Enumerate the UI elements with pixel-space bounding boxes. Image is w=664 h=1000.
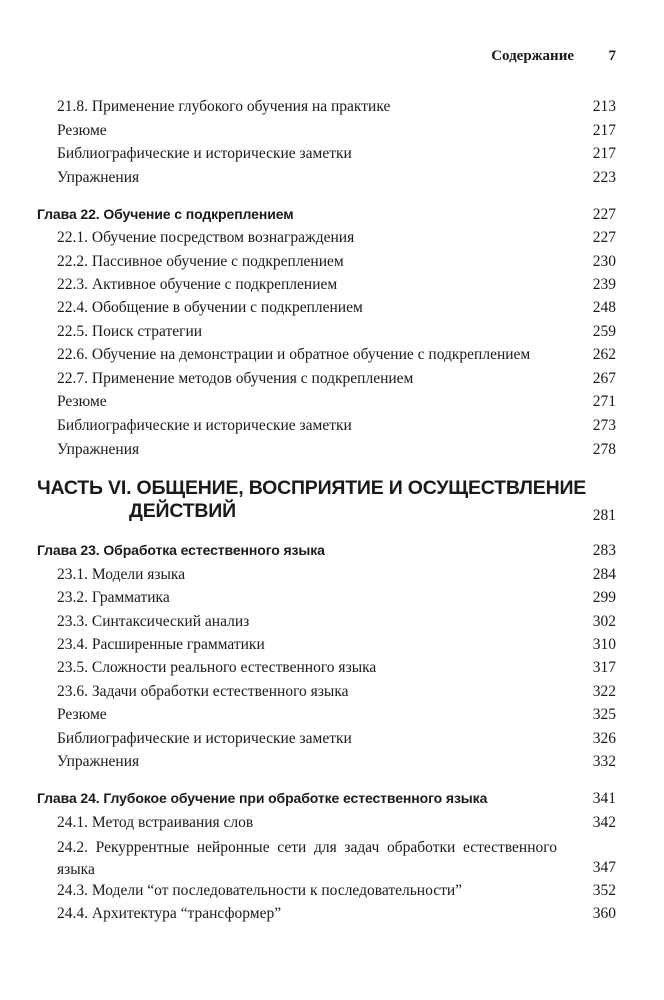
toc-entry-page: 281 [592, 507, 616, 524]
toc-entry-label: 22.1. Обучение посредством вознаграждения [57, 229, 355, 246]
toc-entry-page: 230 [592, 253, 616, 270]
toc-entry [0, 253, 664, 275]
toc-part-title-cont: ДЕЙСТВИЙ [129, 500, 236, 522]
toc-entry [0, 323, 664, 345]
toc-entry-label: 23.3. Синтаксический анализ [57, 613, 250, 630]
toc-entry-page: 278 [592, 441, 616, 458]
toc-entry-label: 24.2. Рекуррентные нейронные сети для задач обработки естественного языка [57, 839, 557, 878]
toc-entry-page: 317 [592, 659, 616, 676]
toc-chapter-label: Глава 23. Обработка естественного языка [37, 542, 325, 558]
toc-chapter [0, 206, 664, 228]
toc-entry-page: 325 [592, 706, 616, 723]
toc-entry-label: 22.2. Пассивное обучение с подкреплением [57, 253, 344, 270]
toc-chapter-label: Глава 22. Обучение с подкреплением [37, 206, 294, 222]
toc-entry-label: Библиографические и исторические заметки [57, 730, 352, 747]
toc-entry-label: 22.6. Обучение на демонстрации и обратное обучение с подкреплением [57, 346, 531, 363]
toc-entry-label: Упражнения [57, 441, 140, 458]
toc-entry [0, 122, 664, 144]
toc-entry [0, 882, 664, 904]
toc-entry [0, 276, 664, 298]
toc-entry-page: 332 [592, 753, 616, 770]
toc-entry-label: 24.4. Архитектура “трансформер” [57, 905, 282, 922]
header-title: Содержание [491, 48, 574, 64]
toc-entry-page: 262 [592, 346, 616, 363]
toc-part [37, 477, 627, 525]
toc-entry [0, 566, 664, 588]
toc-entry [0, 613, 664, 635]
toc-entry-label: 23.4. Расширенные грамматики [57, 636, 265, 653]
toc-entry-label: 23.1. Модели языка [57, 566, 186, 583]
toc-entry-label: Резюме [57, 122, 107, 139]
toc-entry [0, 441, 664, 463]
toc-entry [0, 589, 664, 611]
toc-entry-page: 326 [592, 730, 616, 747]
toc-entry-page: 213 [592, 98, 616, 115]
running-header [0, 48, 664, 68]
toc-entry-page: 347 [592, 859, 616, 876]
toc-entry-page: 310 [592, 636, 616, 653]
toc-entry [0, 299, 664, 321]
toc-entry [0, 905, 664, 927]
toc-entry [0, 417, 664, 439]
toc-entry-label: 23.2. Грамматика [57, 589, 170, 606]
toc-entry-label: 21.8. Применение глубокого обучения на практике [57, 98, 391, 115]
toc-entry [0, 98, 664, 120]
header-page-number: 7 [608, 48, 616, 64]
toc-entry-label: Упражнения [57, 169, 140, 186]
toc-entry-page: 322 [592, 683, 616, 700]
toc-entry [0, 370, 664, 392]
toc-entry-label: 22.4. Обобщение в обучении с подкреплением [57, 299, 363, 316]
toc-entry-label: 22.7. Применение методов обучения с подкреплением [57, 370, 414, 387]
toc-entry-page: 267 [592, 370, 616, 387]
toc-entry-label: 22.5. Поиск стратегии [57, 323, 203, 340]
toc-entry-label: Резюме [57, 393, 107, 410]
toc-entry-label: 23.5. Сложности реального естественного языка [57, 659, 377, 676]
toc-entry-page: 360 [592, 905, 616, 922]
toc-chapter-label: Глава 24. Глубокое обучение при обработке естественного языка [37, 790, 488, 806]
toc-entry-page: 342 [592, 814, 616, 831]
toc-entry-label: Упражнения [57, 753, 140, 770]
toc-entry [0, 706, 664, 728]
toc-entry-page: 299 [592, 589, 616, 606]
toc-entry-page: 271 [592, 393, 616, 410]
toc-entry [0, 346, 664, 368]
toc-part-title: ЧАСТЬ VI. ОБЩЕНИЕ, ВОСПРИЯТИЕ И ОСУЩЕСТВЛЕНИЕ [37, 477, 587, 499]
toc-entry-page: 248 [592, 299, 616, 316]
toc-entry-label: 23.6. Задачи обработки естественного языка [57, 683, 349, 700]
toc-entry-label: Библиографические и исторические заметки [57, 145, 352, 162]
toc-entry-label: Резюме [57, 706, 107, 723]
toc-entry [0, 753, 664, 775]
toc-entry [0, 145, 664, 167]
toc-entry-page: 284 [592, 566, 616, 583]
toc-entry-page: 259 [592, 323, 616, 340]
toc-entry [0, 229, 664, 251]
toc-entry [0, 683, 664, 705]
toc-entry-page: 302 [592, 613, 616, 630]
toc-entry-label: 22.3. Активное обучение с подкреплением [57, 276, 338, 293]
toc-chapter [0, 790, 664, 812]
toc-entry-page: 352 [592, 882, 616, 899]
toc-entry [0, 814, 664, 836]
toc-entry-page: 273 [592, 417, 616, 434]
toc-entry-page: 217 [592, 122, 616, 139]
toc-entry-page: 227 [592, 229, 616, 246]
toc-entry-label: Библиографические и исторические заметки [57, 417, 352, 434]
toc-entry-label: 24.3. Модели “от последовательности к последовательности” [57, 882, 463, 899]
toc-entry [0, 169, 664, 191]
toc-entry-page: 217 [592, 145, 616, 162]
toc-entry-page: 227 [592, 206, 616, 223]
toc-entry-page: 239 [592, 276, 616, 293]
toc-entry-label: 24.1. Метод встраивания слов [57, 814, 254, 831]
toc-entry-page: 341 [592, 790, 616, 807]
toc-entry [0, 393, 664, 415]
toc-entry [0, 837, 664, 881]
toc-entry [0, 659, 664, 681]
toc-entry-page: 223 [592, 169, 616, 186]
toc-entry [0, 636, 664, 658]
toc-chapter [0, 542, 664, 564]
toc-entry-page: 283 [592, 542, 616, 559]
toc-entry [0, 730, 664, 752]
